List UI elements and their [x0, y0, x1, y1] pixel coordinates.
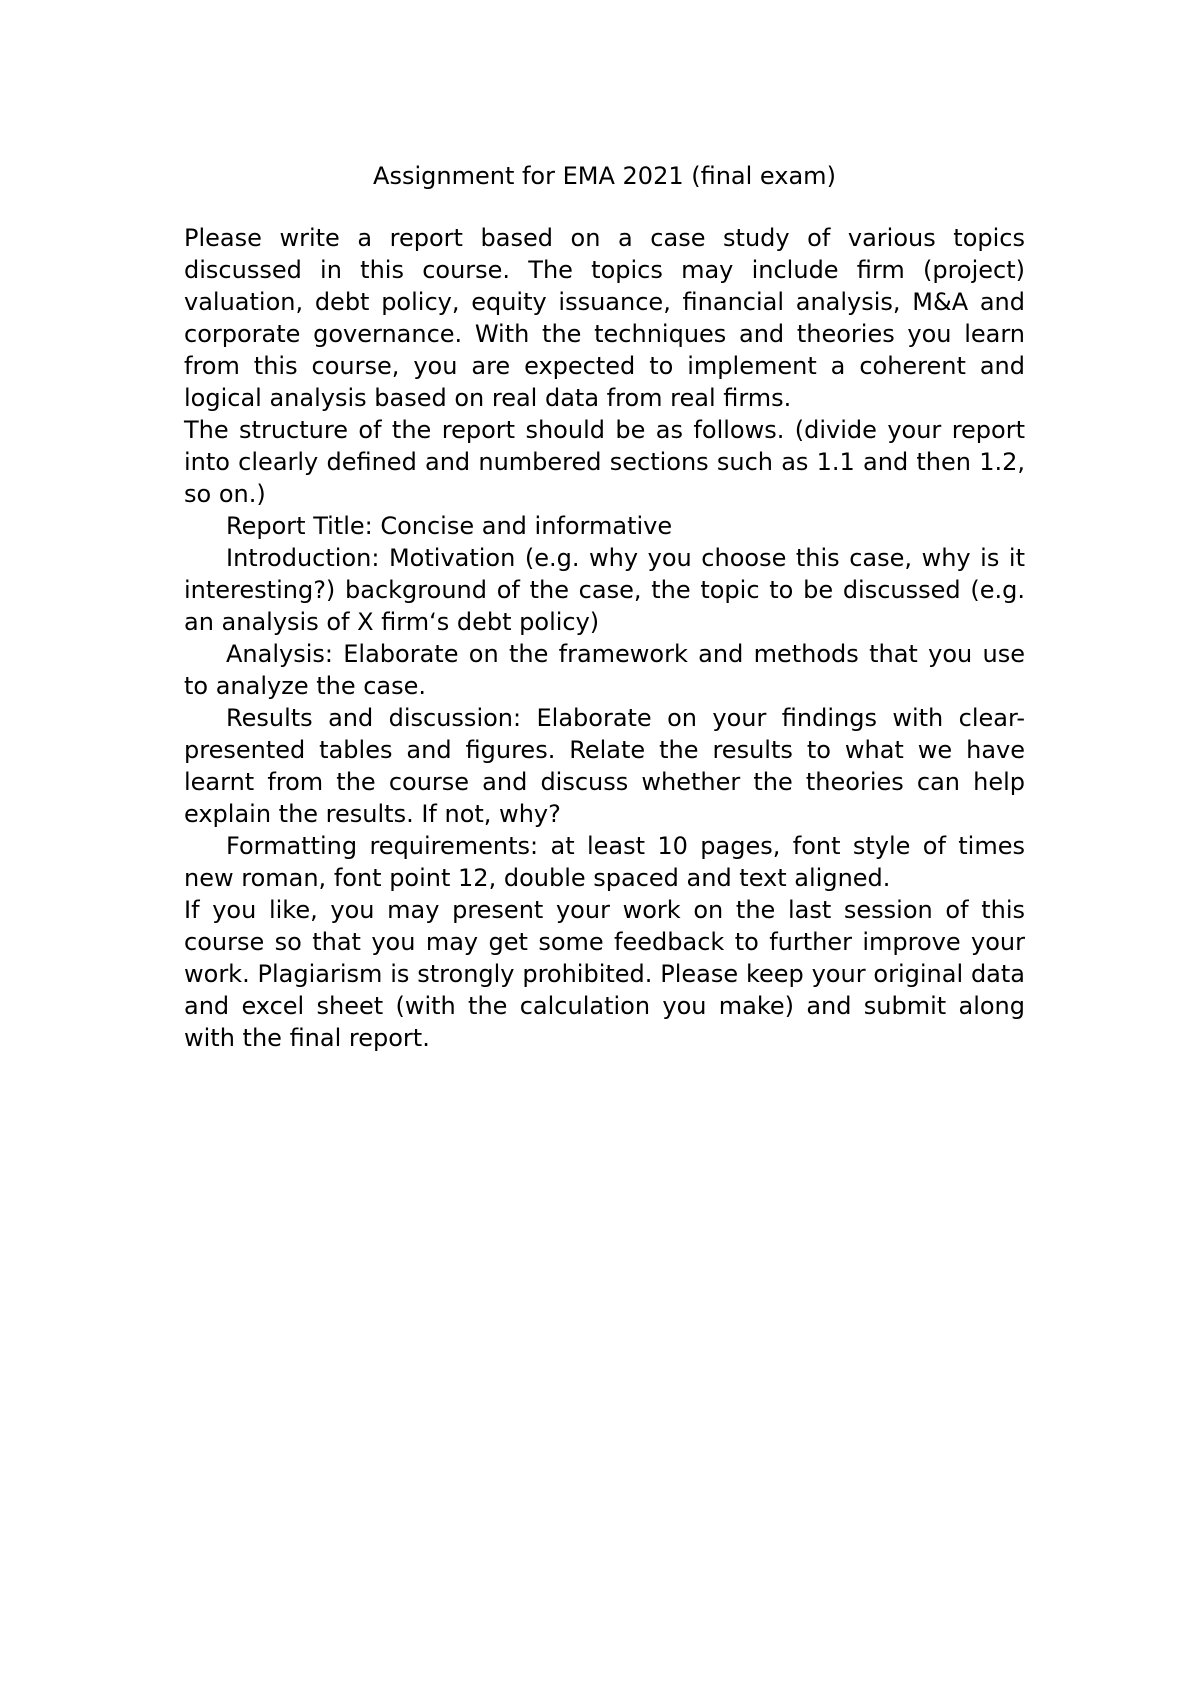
- document-title: Assignment for EMA 2021 (final exam): [373, 162, 836, 190]
- document-page: [184, 160, 1025, 1054]
- item-formatting-requirements: Formatting requirements: at least 10 pages, font style of times new roman, font point 12, double spaced and text aligned.: [184, 832, 1025, 892]
- item-report-title: Report Title: Concise and informative: [226, 512, 673, 540]
- closing-paragraph: If you like, you may present your work on the last session of this course so that you may get some feedback to further improve your work. Plagiarism is strongly prohibited. Please keep your original data and excel sheet (with the calculation you make) and submit along with the final report.: [184, 896, 1025, 1052]
- intro-paragraph: Please write a report based on a case study of various topics discussed in this course. The topics may include firm (project) valuation, debt policy, equity issuance, financial analysis, M&A and corporate governance. With the techniques and theories you learn from this course, you are expected to implement a coherent and logical analysis based on real data from real firms.: [184, 224, 1025, 412]
- item-analysis: Analysis: Elaborate on the framework and methods that you use to analyze the case.: [184, 640, 1025, 700]
- item-results-discussion: Results and discussion: Elaborate on your findings with clear-presented tables and figures. Relate the results to what we have learnt from the course and discuss whether the theories can help explain the results. If not, why?: [184, 704, 1025, 828]
- structure-paragraph: The structure of the report should be as follows. (divide your report into clearly defined and numbered sections such as 1.1 and then 1.2, so on.): [184, 416, 1025, 508]
- item-introduction: Introduction: Motivation (e.g. why you choose this case, why is it interesting?) background of the case, the topic to be discussed (e.g. an analysis of X firm‘s debt policy): [184, 544, 1025, 636]
